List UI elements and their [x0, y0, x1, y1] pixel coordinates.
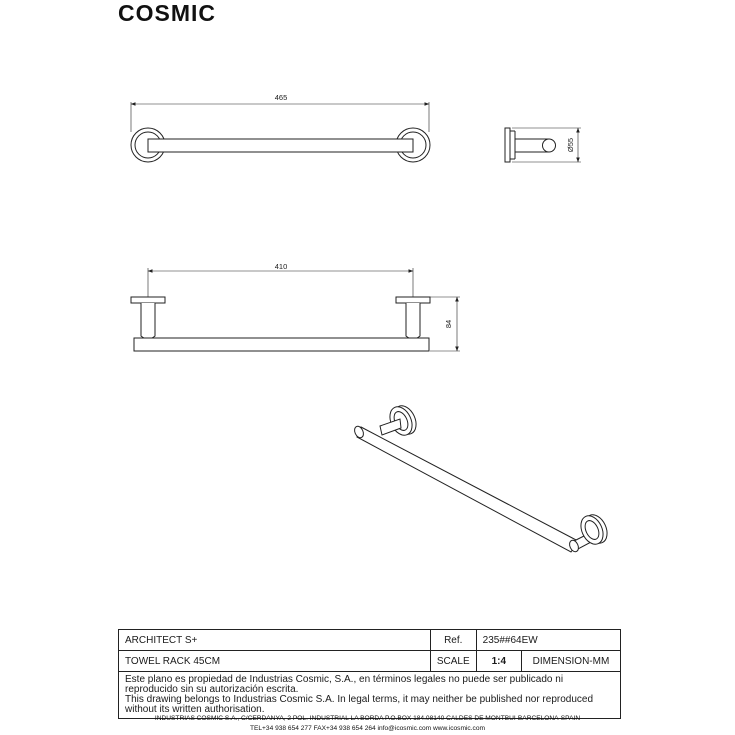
front-view — [131, 268, 460, 351]
brand-logo: COSMIC — [118, 0, 216, 26]
legal-notice-en: This drawing belongs to Industrias Cosmic S.A. In legal terms, it may neither be published nor reproduced without its written authorisation. — [125, 694, 594, 715]
isometric-view — [353, 402, 612, 553]
series-name: ARCHITECT S+ — [119, 630, 431, 651]
legal-notice-es: Este plano es propiedad de Industrias Cosmic, S.A., en términos legales no puede ser publicado ni reproducido sin su autorización escrita. — [125, 674, 564, 695]
ref-label: Ref. — [430, 630, 476, 651]
dimension-units: DIMENSION-MM — [521, 651, 620, 672]
company-contact: TEL+34 938 654 277 FAX+34 938 654 264 info@icosmic.com www.icosmic.com — [249, 725, 486, 732]
product-name: TOWEL RACK 45CM — [119, 651, 431, 672]
ref-value: 235##64EW — [476, 630, 620, 651]
top-length-dimension: 465 — [274, 93, 288, 102]
front-length-dimension: 410 — [274, 262, 288, 271]
company-address: INDUSTRIAS COSMIC S.A., C/CERDANYA, 2 POL. INDUSTRIAL LA BORDA P.O.BOX 184.08140 CALDES DE MONTBUI-BARCELONA-SPAIN — [154, 715, 581, 722]
title-block — [118, 629, 621, 719]
side-diameter-dimension: Ø55 — [566, 137, 575, 153]
legal-notice — [119, 672, 621, 719]
front-height-dimension: 84 — [444, 319, 453, 329]
scale-label: SCALE — [430, 651, 476, 672]
top-view — [131, 102, 430, 162]
scale-value: 1:4 — [476, 651, 521, 672]
